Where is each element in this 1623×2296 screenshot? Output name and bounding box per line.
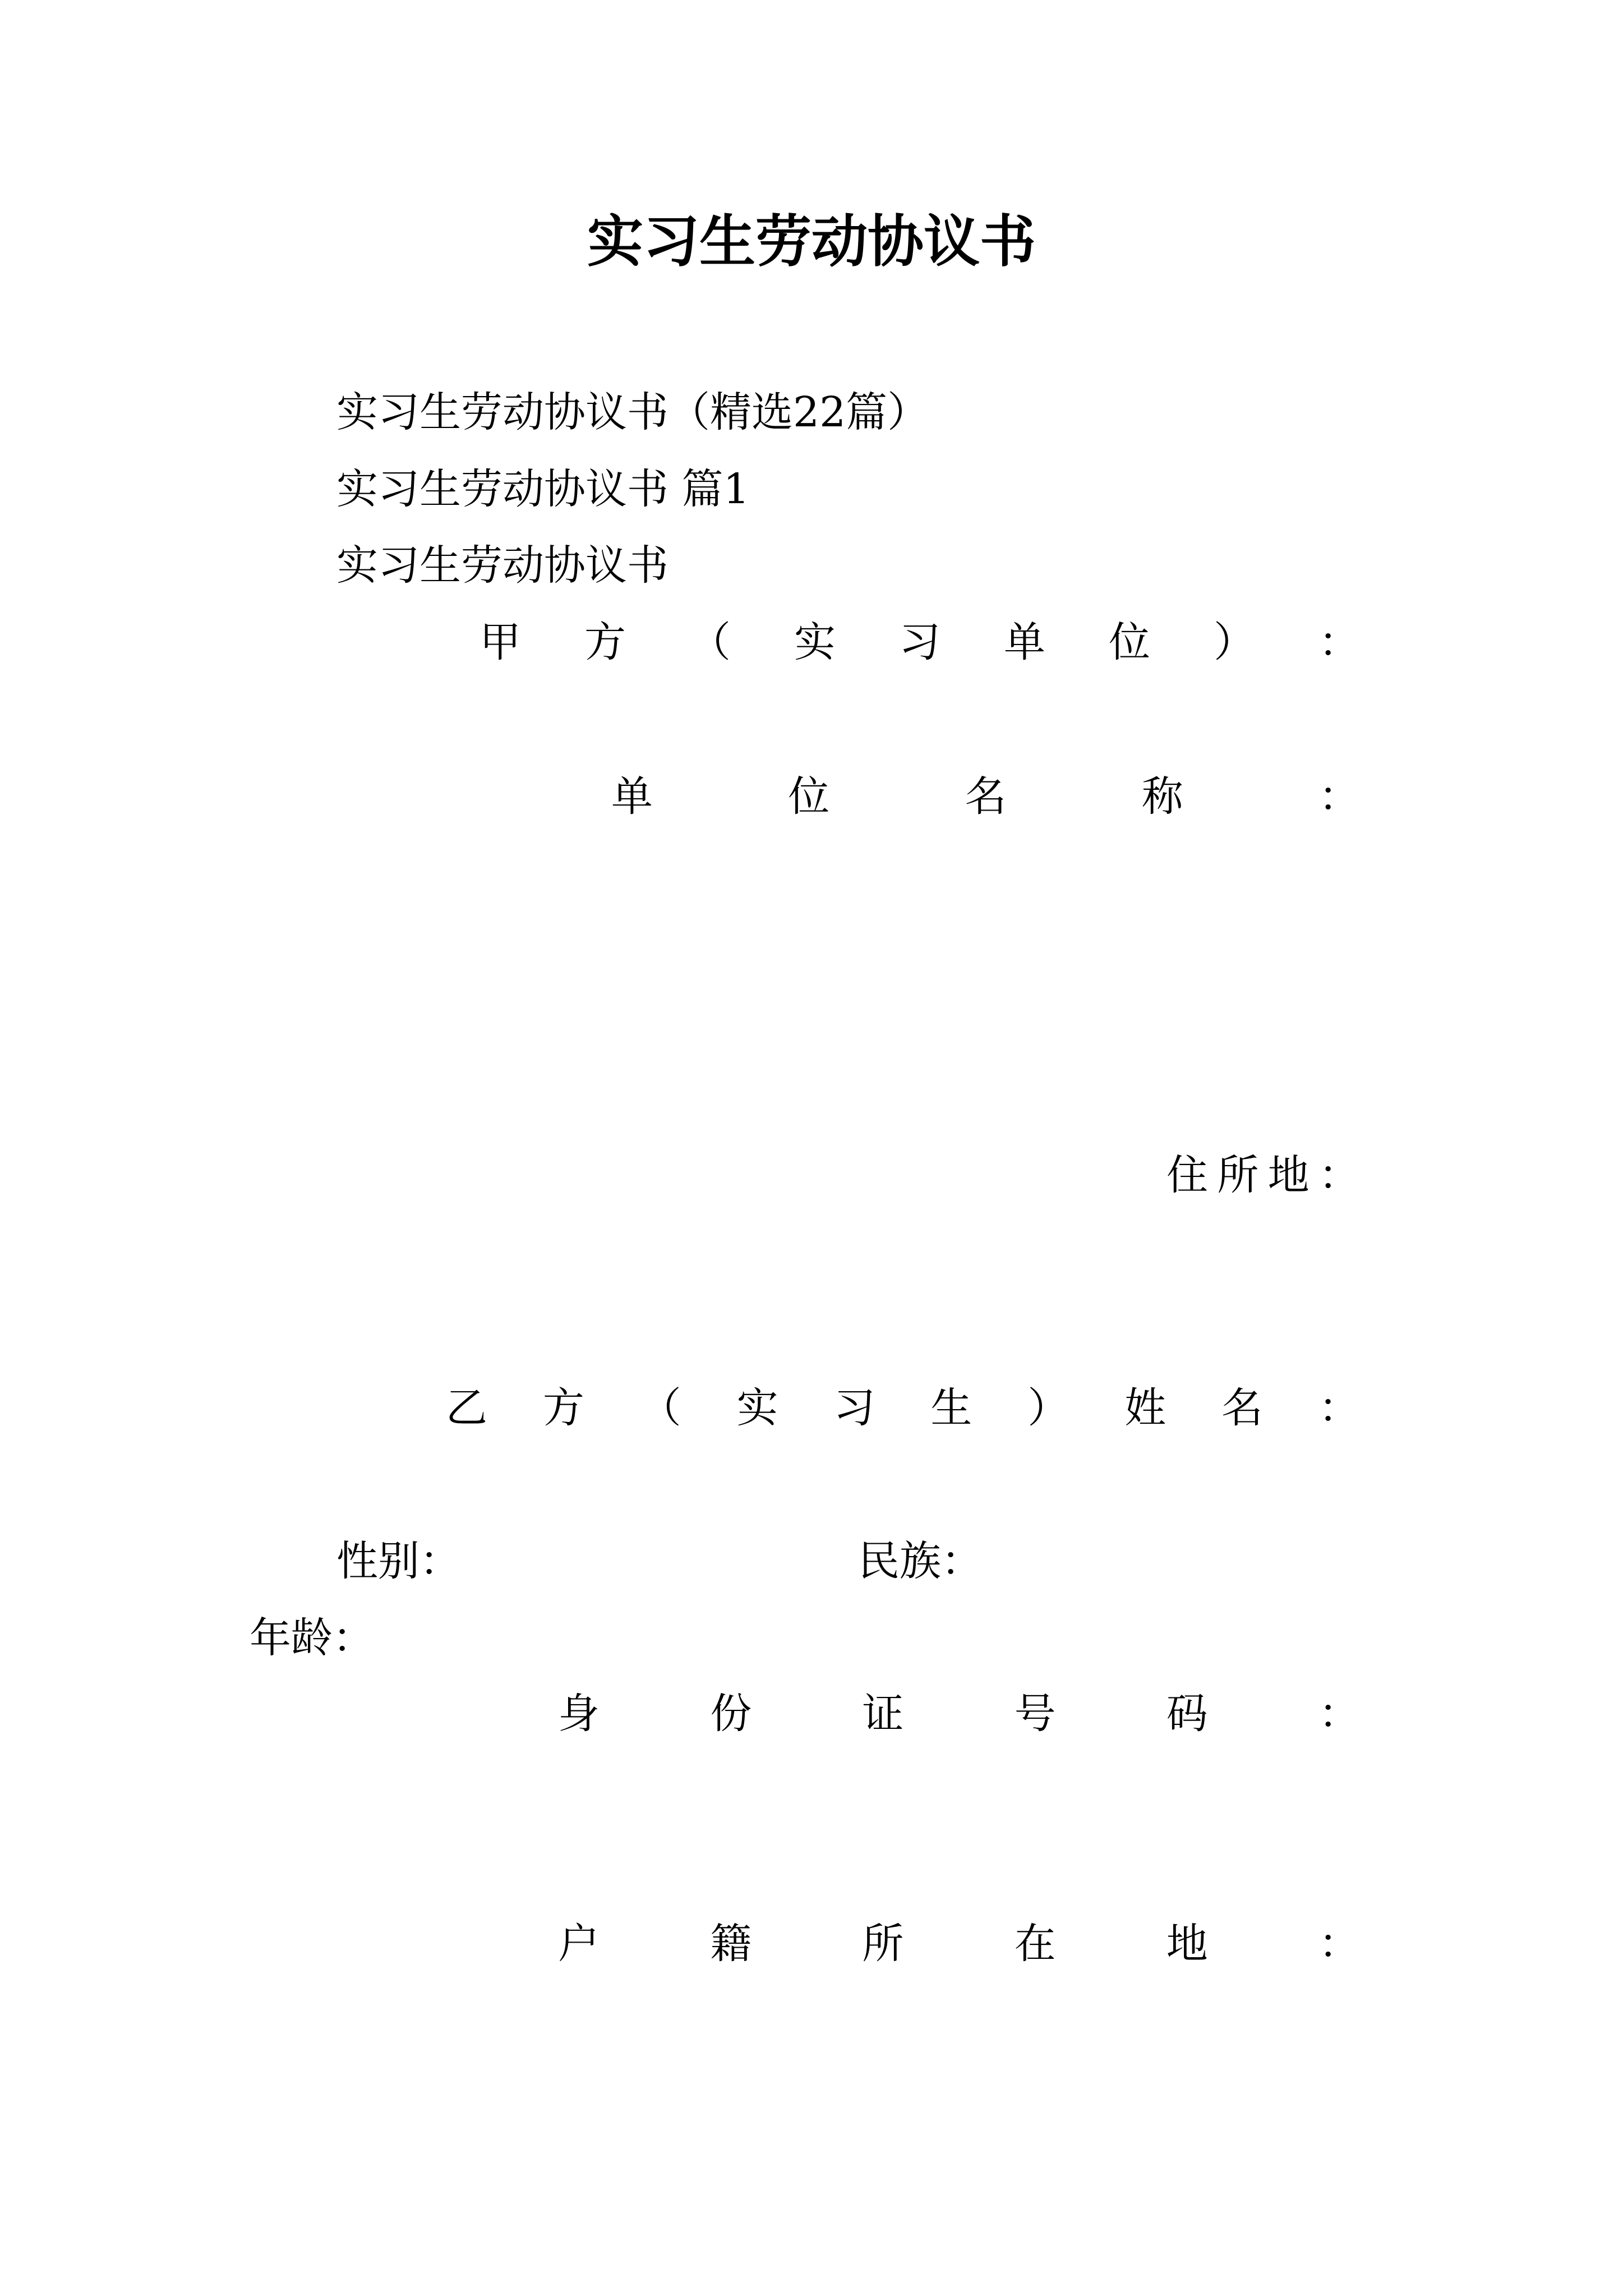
party-b-char: 实 — [736, 1384, 778, 1432]
household-char: 籍 — [710, 1920, 752, 1968]
article-heading: 实习生劳动协议书 篇1 — [336, 465, 750, 513]
unit-name-char: ： — [1318, 772, 1360, 821]
party-a-char: 习 — [899, 618, 940, 666]
household-char: ： — [1318, 1920, 1360, 1968]
address-char: 所 — [1217, 1151, 1259, 1199]
id-number-char: 证 — [862, 1690, 904, 1738]
address-char: 住 — [1166, 1151, 1208, 1199]
unit-name-char: 位 — [788, 772, 830, 821]
address-char: ： — [1318, 1151, 1360, 1199]
unit-name-char: 单 — [611, 772, 653, 821]
id-number-char: 号 — [1014, 1690, 1056, 1738]
party-a-char: （ — [689, 618, 731, 666]
household-registration-label — [558, 1916, 1360, 1972]
party-a-char: ： — [1318, 618, 1360, 666]
address-char: 地 — [1267, 1151, 1310, 1199]
collection-title: 实习生劳动协议书（精选22篇） — [336, 388, 929, 436]
party-a-label — [479, 614, 1360, 670]
party-a-char: 方 — [584, 618, 626, 666]
ethnicity-label: 民族： — [858, 1537, 983, 1585]
party-a-char: 位 — [1109, 618, 1150, 666]
id-number-char: 份 — [710, 1690, 752, 1738]
party-b-label — [446, 1380, 1360, 1436]
household-char: 地 — [1166, 1920, 1208, 1968]
party-a-char: 单 — [1004, 618, 1045, 666]
household-char: 在 — [1014, 1920, 1056, 1968]
party-b-char: （ — [639, 1384, 681, 1432]
party-b-char: 姓 — [1124, 1384, 1166, 1432]
document-title: 实习生劳动协议书 — [587, 208, 1036, 274]
unit-name-char: 名 — [965, 772, 1007, 821]
party-b-char: ） — [1027, 1384, 1069, 1432]
unit-name-char: 称 — [1141, 772, 1183, 821]
party-a-char: 甲 — [479, 618, 521, 666]
id-number-char: 码 — [1166, 1690, 1208, 1738]
unit-name-label — [611, 769, 1360, 825]
id-number-label — [558, 1686, 1360, 1742]
gender-label: 性别： — [336, 1537, 461, 1585]
party-b-char: 方 — [542, 1384, 584, 1432]
article-subtitle: 实习生劳动协议书 — [336, 541, 668, 590]
age-label: 年龄： — [250, 1614, 374, 1662]
party-b-char: 乙 — [446, 1384, 487, 1432]
party-a-char: 实 — [794, 618, 836, 666]
address-label — [1166, 1147, 1360, 1203]
household-char: 户 — [558, 1920, 600, 1968]
party-b-char: 名 — [1221, 1384, 1263, 1432]
household-char: 所 — [862, 1920, 904, 1968]
party-b-char: 生 — [930, 1384, 972, 1432]
party-b-char: ： — [1318, 1384, 1360, 1432]
id-number-char: ： — [1318, 1690, 1360, 1738]
party-a-char: ） — [1214, 618, 1255, 666]
party-b-char: 习 — [833, 1384, 875, 1432]
id-number-char: 身 — [558, 1690, 600, 1738]
